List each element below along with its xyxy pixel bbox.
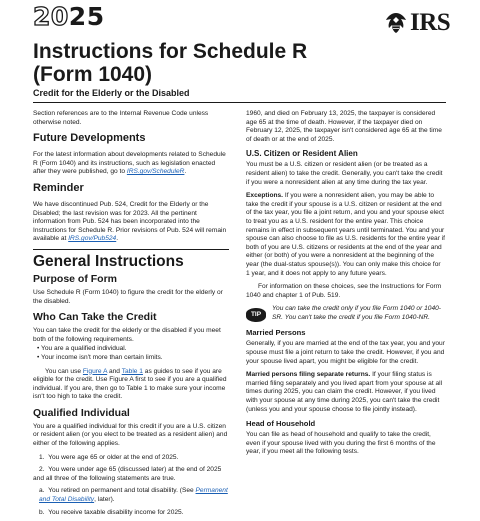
figure-a-link[interactable]: Figure A: [82, 367, 108, 375]
title-line-1: Instructions for Schedule R: [33, 40, 308, 63]
citizen-heading: U.S. Citizen or Resident Alien: [246, 149, 358, 159]
disability-link[interactable]: Permanent and Total Disability: [39, 487, 228, 504]
future-paragraph: [33, 151, 229, 177]
tip-icon: TIP: [246, 308, 266, 322]
eagle-icon: [383, 11, 409, 35]
future-text: For the latest information about developments related to Schedule R (Form 1040) and its instructions, such as legislation enacted after they were published, go to: [33, 151, 226, 176]
reminder-period: .: [116, 235, 119, 243]
info-text: For information on these choices, see the Instructions for Form 1040 and chapter 1 of Pub. 519.: [246, 283, 442, 299]
bullet-item: • You are a qualified individual.: [37, 345, 127, 353]
use-post: as guides to see if you are eligible for the credit. Use Figure A first to see if you are a qualified individual. If you are, then go to Table 1 to make sure your income isn't too high to take the credit.: [33, 367, 227, 401]
reminder-paragraph: [33, 201, 229, 244]
irs-logo: [383, 10, 450, 35]
form-year: [33, 3, 105, 31]
separate-paragraph: [246, 371, 446, 414]
page-title: [33, 40, 363, 86]
reminder-text: We have discontinued Pub. 524, Credit for the Elderly or the Disabled; the last revision was for 2023. All the pertinent information from Pub. 524 has been incorporated into the Instructions for Schedule R. Prior revisions of Pub. 524 will remain available at: [33, 200, 227, 243]
pub524-link[interactable]: IRS.gov/Pub524: [68, 235, 117, 243]
general-instructions-heading: General Instructions: [33, 252, 184, 270]
list-item: b. You receive taxable disability income for 2025.: [39, 508, 184, 516]
year-solid: 25: [68, 2, 105, 31]
use-pre: You can use: [45, 367, 82, 375]
citizen-text: You must be a U.S. citizen or resident alien (or be treated as a resident alien) to take the credit. Generally, you can't take the credit if you were a nonresident alien at any time during the tax year.: [246, 161, 443, 186]
schedule-r-link[interactable]: IRS.gov/ScheduleR: [126, 168, 185, 176]
irs-logo-text: IRS: [410, 9, 451, 36]
purpose-text: Use Schedule R (Form 1040) to figure the credit for the elderly or the disabled.: [33, 288, 223, 305]
header-divider: [33, 102, 446, 103]
table-1-link[interactable]: Table 1: [121, 367, 143, 375]
married-text: Generally, if you are married at the end of the tax year, you and your spouse must file a joint return to take the credit. However, if you and your spouse lived apart, you might be eligible for the credit.: [246, 340, 445, 365]
exceptions-paragraph: [246, 192, 446, 278]
who-text: You can take the credit for the elderly or the disabled if you meet both of the following requirements.: [33, 327, 221, 343]
who-heading: Who Can Take the Credit: [33, 311, 157, 324]
right-column: [246, 110, 446, 462]
separate-text: If your filing status is married filing separately and you lived apart from your spouse at all times during 2025, you can claim the credit. However, if you lived with your spouse at any time during 2025, you can't take the credit (unless you and your spouse choose to file jointly instead).: [246, 371, 443, 413]
item-a-post: , later).: [94, 496, 115, 504]
qualified-heading: Qualified Individual: [33, 406, 130, 419]
year-outline: 20: [33, 2, 69, 31]
list-item: 2. You were under age 65 (discussed later) at the end of 2025 and all three of the following statements are true.: [33, 466, 222, 482]
left-column: [33, 110, 229, 521]
title-line-2: (Form 1040): [33, 63, 153, 86]
tip-box: [246, 305, 446, 322]
tip-text: You can take the credit only if you file Form 1040 or 1040-SR. You can't take the credit if you file Form 1040-NR.: [272, 305, 441, 321]
page-subtitle: Credit for the Elderly or the Disabled: [33, 88, 190, 98]
exceptions-label: Exceptions.: [246, 192, 284, 200]
list-item: 1. You were age 65 or older at the end of 2025.: [39, 453, 179, 461]
list-item: [33, 487, 229, 504]
hoh-text: You can file as head of household and qualify to take the credit, even if your spouse lived with you during the first 6 months of the year, if you meet all the following tests.: [246, 431, 436, 456]
bullet-2-text: Your income isn't more than certain limits.: [41, 353, 163, 361]
reminder-heading: Reminder: [33, 181, 84, 194]
qualified-text: You are a qualified individual for this credit if you are a U.S. citizen or resident alien (or you elect to be treated as a resident alien) and either of the following applies.: [33, 422, 228, 448]
exceptions-text: If you were a nonresident alien, you may be able to take the credit if your spouse is a U.S. citizen or resident at the end of the tax year, you file a joint return, and you and your spouse elect to treat you as a U.S. resident for the entire year. This choice remains in effect in subsequent years until terminated. You and your spouse can also choose to file as U.S. residents for the entire year if both of you are U.S. citizens or residents at the end of the year and either (or both) of you were a nonresident at the beginning of the year (the dual-status spouse(s)). You can only make this choice for 1 year, and it does not apply to any future years.: [246, 192, 446, 277]
hoh-heading: Head of Household: [246, 419, 316, 429]
married-heading: Married Persons: [246, 328, 306, 338]
use-paragraph: [33, 368, 229, 402]
bullet-1-text: You are a qualified individual.: [41, 345, 127, 353]
future-heading: Future Developments: [33, 132, 146, 145]
item-a-pre: a. You retired on permanent and total disability. (See: [39, 487, 194, 495]
section-divider: [33, 249, 229, 250]
bullet-item: • Your income isn't more than certain limits.: [37, 353, 163, 361]
use-and: and: [108, 367, 120, 375]
future-period: .: [184, 168, 187, 176]
separate-label: Married persons filing separate returns.: [246, 371, 371, 379]
continued-text: 1960, and died on February 13, 2025, the taxpayer is considered age 65 at the time of death. However, if the taxpayer died on February 12, 2025, the taxpayer isn't considered age 65 at the time of death or at the end of 2025.: [246, 110, 442, 143]
purpose-heading: Purpose of Form: [33, 272, 118, 285]
intro-text: Section references are to the Internal Revenue Code unless otherwise noted.: [33, 110, 209, 126]
